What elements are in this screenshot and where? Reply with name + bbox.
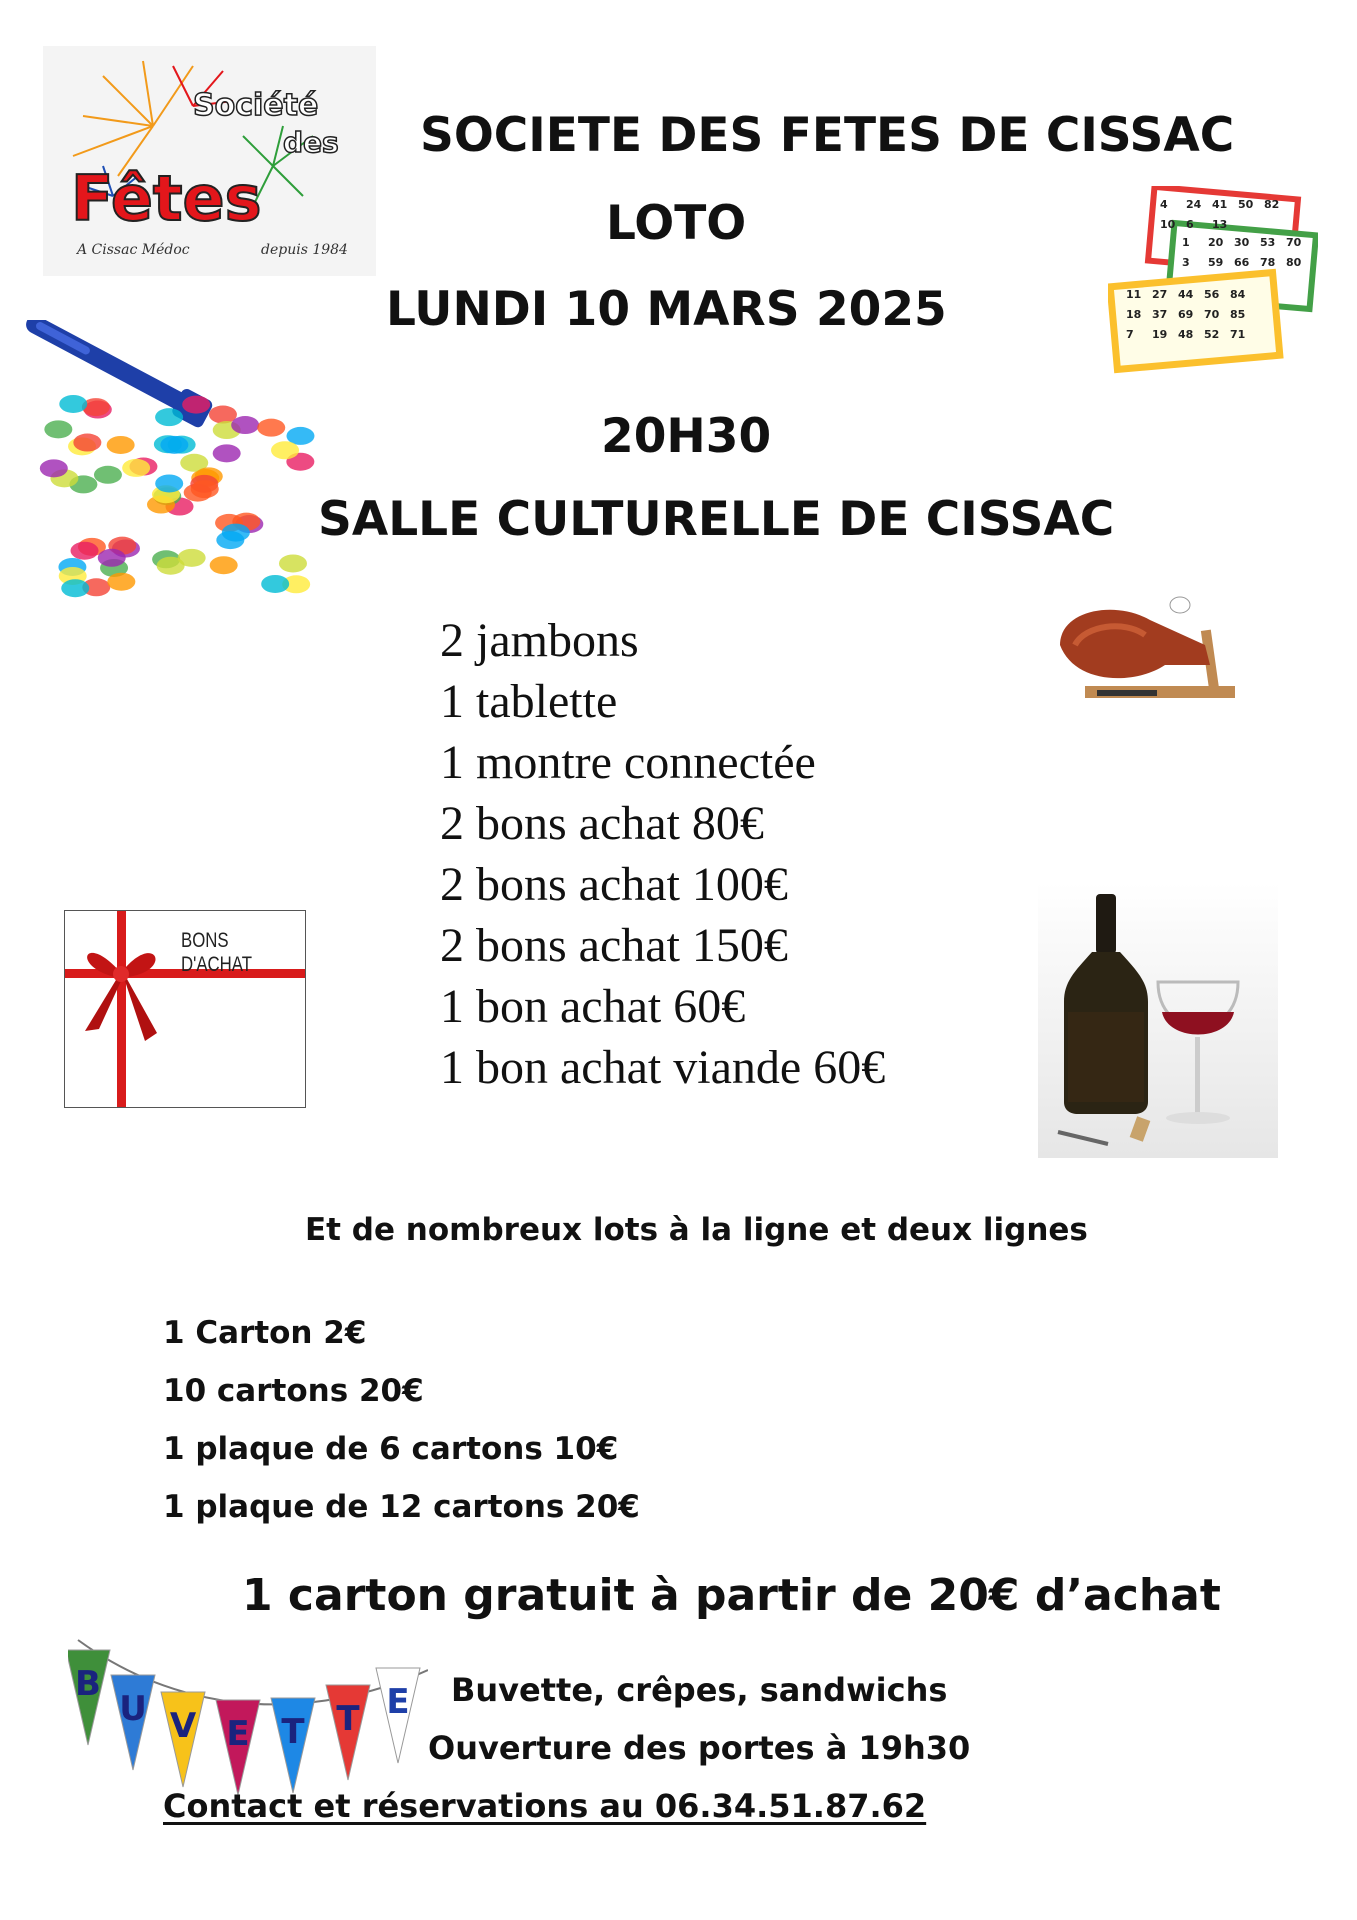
- bingo-chip: [231, 416, 259, 434]
- bingo-chip: [94, 466, 122, 484]
- bingo-number: 6: [1186, 218, 1194, 231]
- bingo-chip: [160, 436, 188, 454]
- bunting-letter: T: [336, 1699, 360, 1739]
- bingo-chip: [107, 573, 135, 591]
- bingo-number: 59: [1208, 256, 1224, 269]
- bingo-number: 44: [1178, 288, 1194, 301]
- bingo-number: 10: [1160, 218, 1176, 231]
- bunting-flag: [111, 1675, 155, 1770]
- bingo-number: 53: [1260, 236, 1276, 249]
- bingo-number: 71: [1230, 328, 1246, 341]
- bunting-flag: [161, 1692, 205, 1787]
- bingo-number: 70: [1204, 308, 1220, 321]
- bunting-flag: [68, 1650, 110, 1745]
- prize-item: 2 bons achat 150€: [440, 919, 788, 972]
- bingo-chips-wand-image: [22, 320, 332, 610]
- logo-tagline-right: depuis 1984: [261, 242, 348, 258]
- event-title: LOTO: [606, 196, 747, 251]
- bingo-number: 20: [1208, 236, 1224, 249]
- bingo-number: 24: [1186, 198, 1202, 211]
- contact-reservation-text: Contact et réservations au 06.34.51.87.62: [163, 1787, 927, 1825]
- bunting-letter: U: [119, 1689, 147, 1729]
- event-time: 20H30: [601, 409, 772, 464]
- bingo-number: 30: [1234, 236, 1250, 249]
- bingo-chip: [271, 441, 299, 459]
- logo-text-societe: Société: [193, 88, 319, 123]
- bingo-chip: [213, 444, 241, 462]
- bingo-number: 19: [1152, 328, 1168, 341]
- gift-card-image: [64, 910, 306, 1108]
- logo: [43, 46, 376, 276]
- bingo-number: 18: [1126, 308, 1142, 321]
- bingo-chip: [257, 419, 285, 437]
- refreshments-text: Buvette, crêpes, sandwichs: [451, 1671, 948, 1709]
- bingo-number: 56: [1204, 288, 1220, 301]
- bunting-letter: V: [169, 1706, 197, 1746]
- logo-text-fetes: Fêtes: [71, 162, 262, 235]
- bingo-number: 3: [1182, 256, 1190, 269]
- bingo-number: 4: [1160, 198, 1168, 211]
- bingo-chip: [279, 554, 307, 572]
- bunting-flag: [271, 1698, 315, 1793]
- bingo-number: 11: [1126, 288, 1142, 301]
- bunting-letter: T: [281, 1712, 305, 1752]
- bingo-chip: [40, 459, 68, 477]
- prize-item: 1 montre connectée: [440, 736, 816, 789]
- bingo-chip: [155, 474, 183, 492]
- price-item: 1 Carton 2€: [163, 1315, 367, 1351]
- prize-item: 1 bon achat viande 60€: [440, 1041, 886, 1094]
- bingo-number: 13: [1212, 218, 1228, 231]
- bingo-number: 52: [1204, 328, 1220, 341]
- bingo-number: 78: [1260, 256, 1276, 269]
- bunting-flag: [326, 1685, 370, 1780]
- gift-card-label: BONS D'ACHAT: [181, 929, 253, 976]
- prize-item: 2 jambons: [440, 614, 639, 667]
- bingo-number: 41: [1212, 198, 1228, 211]
- prize-item: 1 bon achat 60€: [440, 980, 746, 1033]
- price-item: 1 plaque de 12 cartons 20€: [163, 1489, 640, 1525]
- logo-text-des: des: [283, 126, 339, 159]
- organizer-title: SOCIETE DES FETES DE CISSAC: [420, 108, 1235, 163]
- bingo-number: 50: [1238, 198, 1254, 211]
- bunting-letter: E: [226, 1714, 250, 1754]
- wine-image: [1038, 882, 1278, 1158]
- bingo-chip: [210, 556, 238, 574]
- bingo-chip: [107, 436, 135, 454]
- bingo-chip: [59, 395, 87, 413]
- bingo-chip: [178, 549, 206, 567]
- pricing-list: [163, 1304, 640, 1536]
- bingo-chip: [222, 524, 250, 542]
- bingo-number: 82: [1264, 198, 1280, 211]
- price-item: 1 plaque de 6 cartons 10€: [163, 1431, 619, 1467]
- extra-lots-text: Et de nombreux lots à la ligne et deux lignes: [305, 1212, 1088, 1248]
- bingo-number: 69: [1178, 308, 1194, 321]
- bingo-chip: [155, 408, 183, 426]
- bingo-number: 48: [1178, 328, 1194, 341]
- free-card-offer: 1 carton gratuit à partir de 20€ d’achat: [242, 1570, 1221, 1621]
- bingo-chip: [209, 406, 237, 424]
- bingo-number: 37: [1152, 308, 1168, 321]
- event-venue: SALLE CULTURELLE DE CISSAC: [318, 492, 1115, 547]
- bunting-letter: B: [75, 1664, 101, 1704]
- bingo-chip: [261, 575, 289, 593]
- bingo-number: 70: [1286, 236, 1302, 249]
- bingo-chip: [98, 549, 126, 567]
- bingo-chip: [191, 480, 219, 498]
- bingo-number: 1: [1182, 236, 1190, 249]
- bingo-chip: [182, 396, 210, 414]
- prize-item: 2 bons achat 100€: [440, 858, 788, 911]
- bingo-number: 80: [1286, 256, 1302, 269]
- bingo-cards-image: [1108, 186, 1318, 376]
- doors-opening-text: Ouverture des portes à 19h30: [428, 1729, 971, 1767]
- prize-list: [440, 610, 885, 1098]
- bingo-chip: [71, 542, 99, 560]
- bingo-chip: [73, 434, 101, 452]
- price-item: 10 cartons 20€: [163, 1373, 424, 1409]
- bunting-flag: [216, 1700, 260, 1795]
- bingo-number: 84: [1230, 288, 1246, 301]
- bunting-flag: [376, 1668, 420, 1763]
- bingo-number: 85: [1230, 308, 1246, 321]
- bunting-letter: E: [386, 1682, 410, 1722]
- bingo-number: 66: [1234, 256, 1250, 269]
- bingo-number: 7: [1126, 328, 1134, 341]
- bingo-chip: [122, 459, 150, 477]
- ham-image: [1055, 590, 1245, 710]
- prize-item: 1 tablette: [440, 675, 618, 728]
- logo-tagline-left: A Cissac Médoc: [77, 242, 190, 258]
- prize-item: 2 bons achat 80€: [440, 797, 764, 850]
- event-date: LUNDI 10 MARS 2025: [386, 282, 947, 337]
- bingo-number: 27: [1152, 288, 1168, 301]
- bingo-chip: [44, 420, 72, 438]
- bingo-chip: [61, 579, 89, 597]
